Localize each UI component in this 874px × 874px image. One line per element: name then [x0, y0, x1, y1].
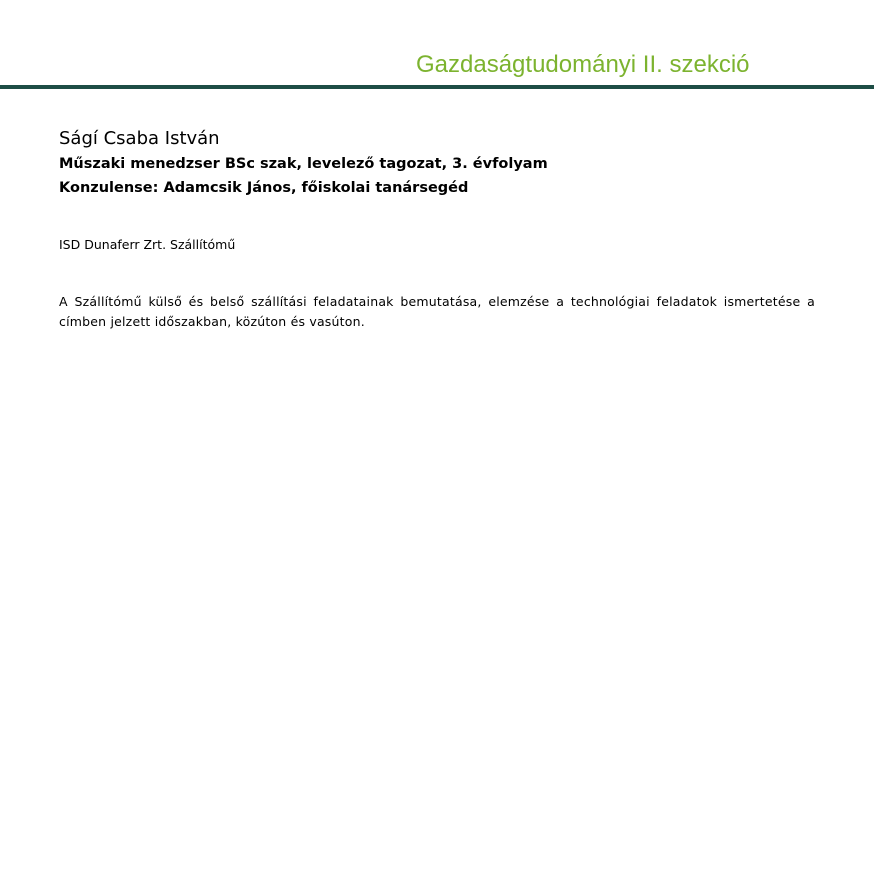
author-name: Ságí Csaba István: [59, 128, 220, 149]
section-title: Gazdaságtudományi II. szekció: [416, 51, 750, 78]
advisor-line: Konzulense: Adamcsik János, főiskolai tanársegéd: [59, 180, 469, 196]
abstract-text: A Szállítómű külső és belső szállítási feladatainak bemutatása, elemzése a technológiai feladatok ismertetése a címben jelzett időszakban, közúton és vasúton.: [59, 294, 815, 329]
section-header: [0, 0, 874, 90]
header-rule: [0, 85, 874, 89]
study-program: Műszaki menedzser BSc szak, levelező tagozat, 3. évfolyam: [59, 156, 548, 172]
paper-title: ISD Dunaferr Zrt. Szállítómű: [59, 237, 236, 252]
